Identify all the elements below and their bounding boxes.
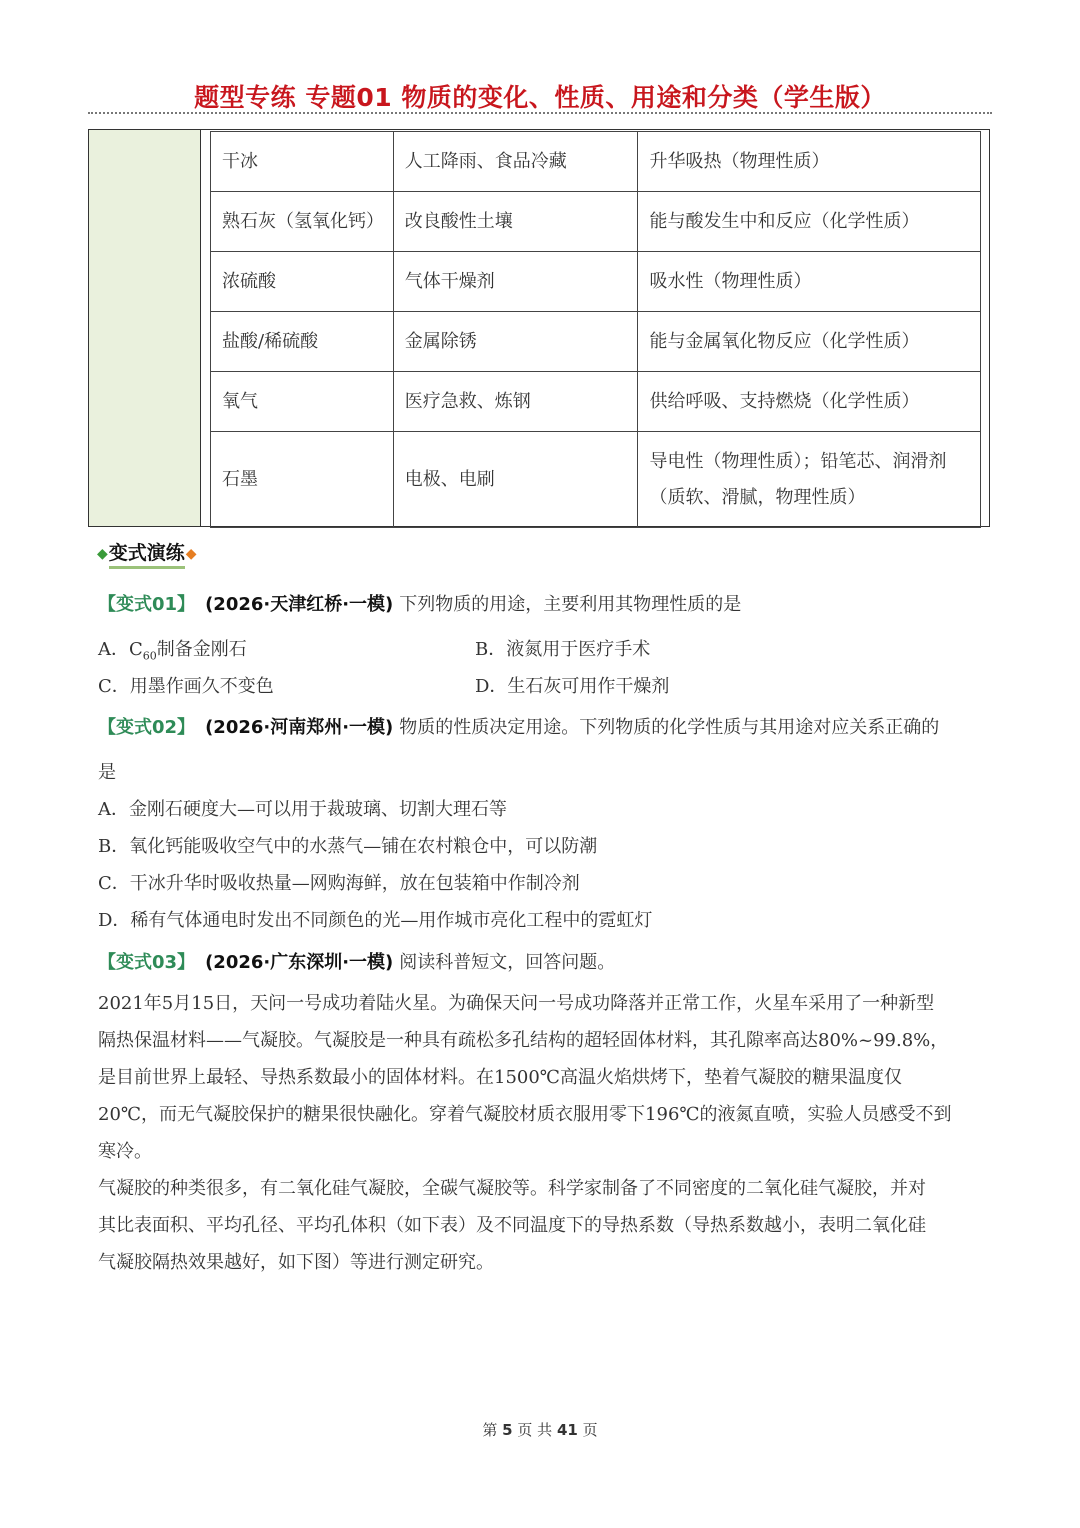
substance-use-table	[210, 131, 981, 528]
use-cell: 人工降雨、食品冷藏	[393, 132, 638, 192]
use-cell: 金属除锈	[393, 312, 638, 372]
paragraph-line: 20℃，而无气凝胶保护的糖果很快融化。穿着气凝胶材质衣服用零下196℃的液氮直喷，实验人员感受不到	[98, 1104, 952, 1125]
q2-option-a: A．金刚石硬度大—可以用于裁玻璃、切割大理石等	[98, 799, 507, 820]
use-cell: 气体干燥剂	[393, 252, 638, 312]
substance-cell: 干冰	[211, 132, 394, 192]
property-cell: 供给呼吸、支持燃烧（化学性质）	[638, 372, 981, 432]
paragraph-line: 是目前世界上最轻、导热系数最小的固体材料。在1500℃高温火焰烘烤下，垫着气凝胶的糖果温度仅	[98, 1067, 902, 1088]
option-text: A．C	[98, 639, 143, 660]
page-footer	[0, 1419, 1080, 1440]
q1-option-b: B．液氮用于医疗手术	[475, 639, 651, 660]
substance-cell: 盐酸/稀硫酸	[211, 312, 394, 372]
question-text: 阅读科普短文，回答问题。	[399, 952, 616, 973]
question-source: (2026·广东深圳·一模)	[205, 952, 394, 973]
question-2-stem	[98, 713, 939, 739]
use-cell: 电极、电刷	[393, 432, 638, 528]
property-cell: 能与金属氧化物反应（化学性质）	[638, 312, 981, 372]
property-line: （质软、滑腻，物理性质）	[649, 486, 866, 508]
question-3-stem	[98, 948, 615, 974]
diamond-bullet-icon: ◆	[185, 545, 197, 562]
footer-text: 页 共	[517, 1421, 553, 1439]
footer-text: 第	[482, 1421, 498, 1439]
q2-option-c: C．干冰升华时吸收热量—网购海鲜，放在包装箱中作制冷剂	[98, 873, 580, 894]
total-pages: 41	[556, 1421, 578, 1439]
paragraph-line: 其比表面积、平均孔径、平均孔体积（如下表）及不同温度下的导热系数（导热系数越小，表明二氧化硅	[98, 1215, 926, 1236]
substance-cell: 石墨	[211, 432, 394, 528]
question-2-stem-cont: 是	[98, 762, 116, 783]
table-row	[211, 432, 981, 528]
property-cell: 吸水性（物理性质）	[638, 252, 981, 312]
q1-option-a	[98, 635, 247, 663]
use-cell: 改良酸性土壤	[393, 192, 638, 252]
reading-paragraph-1	[98, 985, 988, 1170]
subscript: 60	[142, 649, 157, 663]
substance-cell: 熟石灰（氢氧化钙）	[211, 192, 394, 252]
section-title: 变式演练	[109, 538, 185, 569]
page-number: 5	[502, 1421, 513, 1439]
section-heading	[97, 538, 197, 569]
table-row	[211, 192, 981, 252]
paragraph-line: 气凝胶隔热效果越好，如下图）等进行测定研究。	[98, 1252, 494, 1273]
table-row	[211, 312, 981, 372]
property-cell: 升华吸热（物理性质）	[638, 132, 981, 192]
question-text: 下列物质的用途，主要利用其物理性质的是	[399, 594, 742, 615]
q2-option-d: D．稀有气体通电时发出不同颜色的光—用作城市亮化工程中的霓虹灯	[98, 910, 653, 931]
question-1-stem	[98, 590, 741, 616]
header-divider	[88, 112, 992, 114]
question-text: 物质的性质决定用途。下列物质的化学性质与其用途对应关系正确的	[399, 717, 940, 738]
property-cell: 能与酸发生中和反应（化学性质）	[638, 192, 981, 252]
substance-cell: 氧气	[211, 372, 394, 432]
property-cell	[638, 432, 981, 528]
question-tag: 【变式02】	[98, 717, 196, 738]
q1-option-c: C．用墨作画久不变色	[98, 676, 274, 697]
table-row	[211, 132, 981, 192]
substance-cell: 浓硫酸	[211, 252, 394, 312]
q2-option-b: B．氧化钙能吸收空气中的水蒸气—铺在农村粮仓中，可以防潮	[98, 836, 598, 857]
table-row	[211, 252, 981, 312]
question-tag: 【变式01】	[98, 594, 196, 615]
paragraph-line: 隔热保温材料——气凝胶。气凝胶是一种具有疏松多孔结构的超轻固体材料，其孔隙率高达80%~99.8%，	[98, 1030, 949, 1051]
page-header-title: 题型专练 专题01 物质的变化、性质、用途和分类（学生版）	[194, 83, 886, 112]
question-tag: 【变式03】	[98, 952, 196, 973]
use-cell: 医疗急救、炼钢	[393, 372, 638, 432]
reading-paragraph-2	[98, 1170, 988, 1281]
diamond-bullet-icon: ◆	[97, 545, 108, 562]
property-line: 导电性（物理性质）；铅笔芯、润滑剂	[649, 450, 947, 472]
paragraph-line: 寒冷。	[98, 1141, 152, 1162]
paragraph-line: 气凝胶的种类很多，有二氧化硅气凝胶，全碳气凝胶等。科学家制备了不同密度的二氧化硅气凝胶，并对	[98, 1178, 926, 1199]
option-text: 制备金刚石	[156, 639, 247, 660]
question-source: (2026·天津红桥·一模)	[205, 594, 394, 615]
footer-text: 页	[582, 1421, 598, 1439]
paragraph-line: 2021年5月15日，天问一号成功着陆火星。为确保天问一号成功降落并正常工作，火星车采用了一种新型	[98, 993, 935, 1014]
table-row	[211, 372, 981, 432]
table-side-panel	[89, 130, 201, 526]
q1-option-d: D．生石灰可用作干燥剂	[475, 676, 670, 697]
question-source: (2026·河南郑州·一模)	[205, 717, 394, 738]
